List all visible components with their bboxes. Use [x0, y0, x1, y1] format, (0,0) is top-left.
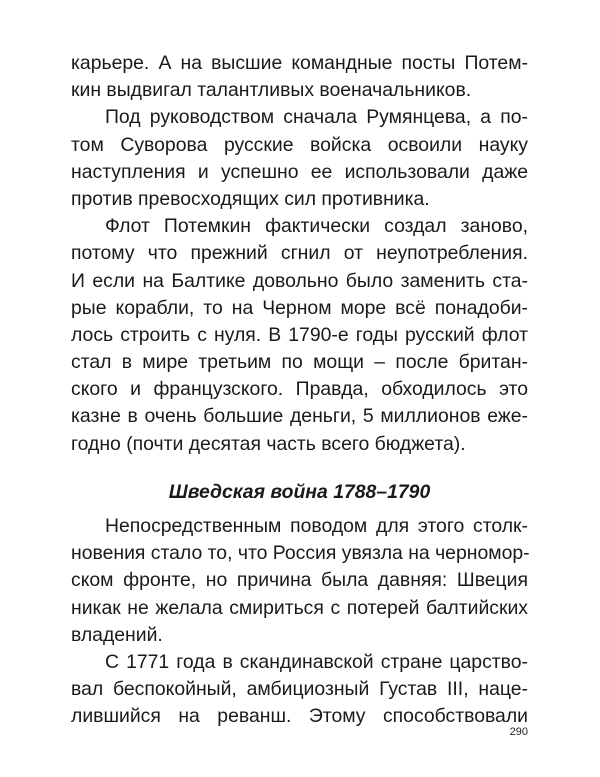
- paragraph: [71, 50, 528, 104]
- text-line: казне в очень большие деньги, 5 миллионов еже-: [71, 405, 528, 428]
- section-heading: Шведская война 1788–1790: [168, 480, 431, 503]
- text-line: вал беспокойный, амбициозный Густав III, наце-: [71, 678, 528, 701]
- text-line: наступления и успешно ее использовали даже: [71, 160, 528, 183]
- text-line: Под руководством сначала Румянцева, а по-: [105, 106, 528, 129]
- text-line: ского и французского. Правда, обходилось это: [71, 378, 528, 401]
- paragraph: [71, 104, 528, 213]
- text-line: годно (почти десятая часть всего бюджета).: [71, 432, 466, 455]
- text-line: потому что прежний сгнил от неупотребления.: [71, 242, 528, 265]
- text-line: том Суворова русские войска освоили науку: [71, 133, 528, 156]
- text-line: рые корабли, то на Черном море всё понадоби-: [71, 296, 528, 319]
- paragraph: [71, 649, 528, 731]
- text-line: И если на Балтике довольно было заменить ста-: [71, 269, 528, 292]
- paragraph: [71, 513, 528, 649]
- text-line: стал в мире третьим по мощи – после британ-: [71, 351, 528, 374]
- text-line: лось строить с нуля. В 1790-е годы русский флот: [71, 323, 528, 346]
- text-line: кин выдвигал талантливых военачальников.: [71, 79, 472, 102]
- text-line: карьере. А на высшие командные посты Потем-: [71, 52, 528, 74]
- text-line: владений.: [71, 623, 163, 646]
- text-line: С 1771 года в скандинавской стране царство-: [105, 650, 528, 673]
- text-line: против превосходящих сил противника.: [71, 187, 430, 210]
- page-body: [71, 50, 528, 731]
- text-line: новения стало то, что Россия увязла на черномор-: [71, 542, 530, 565]
- text-line: ском фронте, но причина была давняя: Швеция: [71, 569, 528, 592]
- text-line: лившийся на реванш. Этому способствовали: [71, 705, 528, 728]
- page-number: 290: [509, 726, 528, 738]
- text-line: Непосредственным поводом для этого столк-: [105, 515, 528, 537]
- paragraph: [71, 213, 528, 458]
- text-line: Флот Потемкин фактически создал заново,: [105, 215, 528, 238]
- text-line: никак не желала смириться с потерей балтийских: [71, 596, 528, 619]
